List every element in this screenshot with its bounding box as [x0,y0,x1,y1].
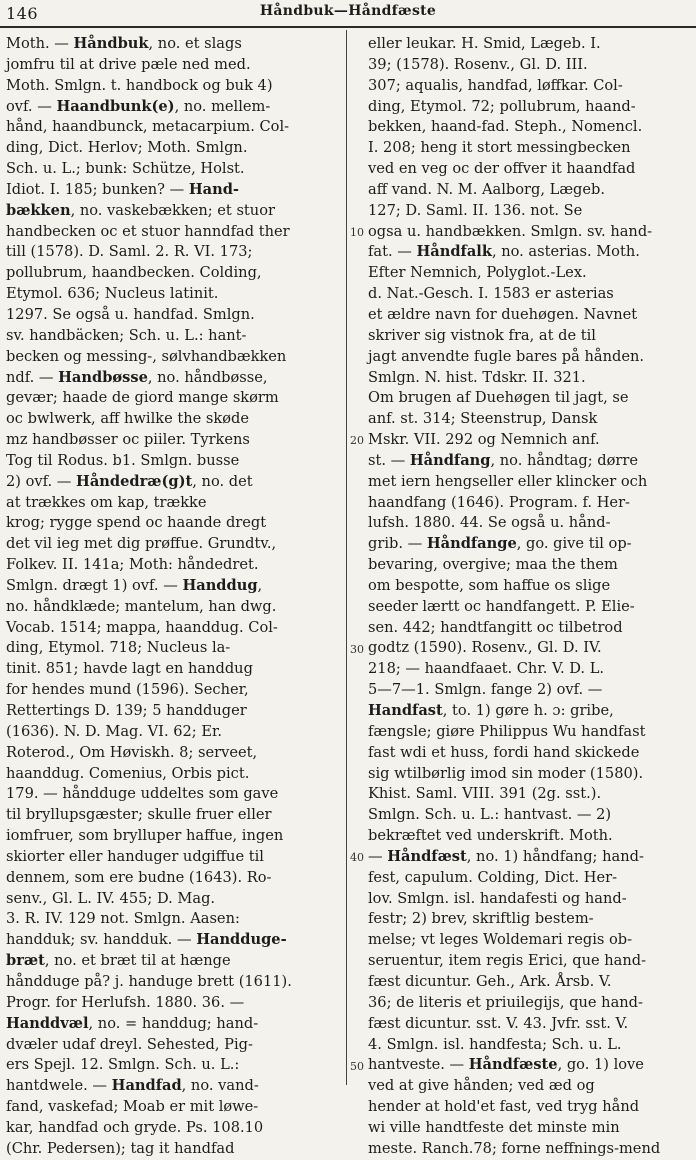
line-number: 40 [350,851,364,865]
header-rule [0,26,696,28]
text-line: ding, Etymol. 72; pollubrum, haand- [368,97,636,115]
text-line: melse; vt leges Woldemari regis ob- [368,931,633,949]
text-line: sen. 442; handtfangitt oc tilbetrod [368,618,623,636]
headword: Håndfange [426,535,517,553]
running-head: Håndbuk—Håndfæste [259,3,437,19]
headword: Handdug [182,576,258,594]
right-column [368,34,694,1157]
text-line: et ældre navn for duehøgen. Navnet [368,305,638,323]
text-line: ogsa u. handbækken. Smlgn. sv. hand- [368,222,653,240]
headword: bræt [6,952,45,970]
text-line: skriver sig vistnok fra, at de til [368,326,596,344]
text-line: Smlgn. drægt 1) ovf. — Handdug, [6,576,263,594]
text-line: hantveste. — Håndfæste, go. 1) love [368,1056,644,1074]
text-line: Progr. for Herlufsh. 1880. 36. — [6,993,245,1011]
text-line: Handfast, to. 1) gøre h. ɔ: gribe, [368,702,614,719]
text-line: 218; — haandfaaet. Chr. V. D. L. [368,660,605,678]
text-line: ved at give hånden; ved æd og [368,1077,595,1095]
text-line: krog; rygge spend oc haande dregt [6,514,267,532]
headword: Hand- [188,180,239,198]
text-line: fæst dicuntur. Geh., Ark. Årsb. V. [368,972,612,990]
text-line: senv., Gl. L. IV. 455; D. Mag. [6,889,216,907]
text-line: bræt, no. et bræt til at hænge [6,952,231,970]
text-line: eller leukar. H. Smid, Lægeb. I. [368,35,601,52]
text-line: iomfruer, som brylluper haffue, ingen [6,827,284,845]
text-line: Smlgn. Sch. u. L.: hantvast. — 2) [368,806,612,824]
text-line: fand, vaskefad; Moab er mit løwe- [6,1098,259,1116]
text-line: jomfru til at drive pæle ned med. [6,55,251,73]
text-line: till (1578). D. Saml. 2. R. VI. 173; [6,243,253,261]
text-line: 1297. Se også u. handfad. Smlgn. [6,305,255,323]
text-line: ndf. — Handbøsse, no. håndbøsse, [6,368,268,386]
text-line: sig wtilbørlig imod sin moder (1580). [368,764,644,782]
text-line: ding, Dict. Herlov; Moth. Smlgn. [6,139,248,157]
text-line: no. håndklæde; mantelum, han dwg. [6,597,277,615]
line-number: 30 [350,642,364,656]
text-line: 127; D. Saml. II. 136. not. Se [368,201,583,219]
text-line: (Chr. Pedersen); tag it handfad [6,1139,235,1157]
text-line: Om brugen af Duehøgen til jagt, se [368,389,629,407]
text-line: aff vand. N. M. Aalborg, Lægeb. [368,180,606,198]
text-line: Tog til Rodus. b1. Smlgn. busse [6,451,240,469]
line-number: 10 [350,225,364,239]
line-number: 50 [350,1059,364,1073]
line-number: 20 [350,434,364,448]
text-line: fæst dicuntur. sst. V. 43. Jvfr. sst. V. [368,1014,629,1032]
text-line: godtz (1590). Rosenv., Gl. D. IV. [368,639,602,657]
text-line: gevær; haade de giord mange skørm [6,389,279,407]
text-line: Khist. Saml. VIII. 391 (2g. sst.). [368,785,602,803]
text-line: seruentur, item regis Erici, que hand- [368,952,647,970]
text-line: d. Nat.-Gesch. I. 1583 er asterias [368,285,614,303]
headword: Håndfæste [468,1056,558,1074]
text-line: om bespotte, som haffue os slige [368,576,611,594]
text-line: haanddug. Comenius, Orbis pict. [6,764,250,782]
text-line: wi ville handtfeste det minste min [368,1118,620,1136]
text-line: Smlgn. N. hist. Tdskr. II. 321. [368,368,586,386]
text-line: meste. Ranch.78; forne neffnings-mend [368,1139,661,1157]
text-line: Rettertings D. 139; 5 handduger [6,702,247,719]
text-line: Sch. u. L.; bunk: Schütze, Holst. [6,160,245,178]
text-line: mz handbøsser oc piiler. Tyrkens [6,431,250,449]
text-line: I. 208; heng it stort messingbecken [368,139,631,157]
text-line: hender at hold'et fast, ved tryg hånd [368,1098,640,1116]
text-line: bækken, no. vaskebækken; et stuor [6,201,275,219]
text-line: festr; 2) brev, skriftlig bestem- [368,910,594,928]
text-line: 3. R. IV. 129 not. Smlgn. Aasen: [6,910,240,928]
text-line: til bryllupsgæster; skulle fruer eller [6,806,272,824]
text-line: dennem, som ere budne (1643). Ro- [6,868,272,886]
text-line: 2) ovf. — Håndedræ(g)t, no. det [6,472,253,490]
left-column [6,34,336,1157]
headword: Håndfang [409,451,491,469]
text-line: seeder lærtt oc handfangett. P. Elie- [368,597,635,615]
headword: Handduge- [196,931,287,949]
text-line: det vil ieg met dig prøffue. Grundtv., [6,535,277,553]
page-number: 146 [6,4,39,23]
text-line: kar, handfad och gryde. Ps. 108.10 [6,1118,264,1136]
text-line: 307; aqualis, handfad, løffkar. Col- [368,76,623,94]
text-line: ovf. — Haandbunk(e), no. mellem- [6,97,271,115]
text-line: sv. handbäcken; Sch. u. L.: hant- [6,326,247,344]
text-line: Roterod., Om Høviskh. 8; serveet, [6,743,258,761]
text-line: 36; de literis et priuilegijs, que hand- [368,993,643,1011]
text-line: for hendes mund (1596). Secher, [6,681,249,699]
headword: Handdvæl [6,1014,89,1032]
text-line: dvæler udaf dreyl. Sehested, Pig- [6,1035,253,1053]
text-line: haandfang (1646). Program. f. Her- [368,493,630,511]
headword: Haandbunk(e) [56,97,175,115]
text-line: fast wdi et huss, fordi hand skickede [368,743,640,761]
text-line: skiorter eller handuger udgiffue til [6,847,264,865]
text-line: met iern hengseller eller klincker och [368,472,648,490]
text-line: oc bwlwerk, aff hwilke the skøde [6,410,250,428]
text-line: Vocab. 1514; mappa, haanddug. Col- [6,618,278,636]
text-line: 4. Smlgn. isl. handfesta; Sch. u. L. [368,1035,622,1053]
text-line: hantdwele. — Handfad, no. vand- [6,1077,259,1095]
text-line: jagt anvendte fugle bares på hånden. [368,347,644,365]
headword: Håndbuk [73,35,149,52]
text-line: (1636). N. D. Mag. VI. 62; Er. [6,722,223,740]
text-line: Idiot. I. 185; bunken? — Hand- [6,180,239,198]
text-line: bevaring, overgive; maa the them [368,556,618,574]
text-line: ding, Etymol. 718; Nucleus la- [6,639,231,657]
text-line: Folkev. II. 141a; Moth: håndedret. [6,556,259,574]
text-line: Efter Nemnich, Polyglot.-Lex. [368,264,587,282]
text-line: Etymol. 636; Nucleus latinit. [6,285,219,303]
text-line: at trækkes om kap, trække [6,493,207,511]
text-line: bekræftet ved underskrift. Moth. [368,827,613,845]
text-line: hånd, haandbunck, metacarpium. Col- [6,118,290,136]
text-line: ved en veg oc der offver it haandfad [368,160,636,178]
headword: Handfad [111,1077,182,1095]
headword: Handfast [368,702,443,719]
text-line: lov. Smlgn. isl. handafesti og hand- [368,889,627,907]
text-line: grib. — Håndfange, go. give til op- [368,535,632,553]
text-line: 5—7—1. Smlgn. fange 2) ovf. — [368,681,603,699]
text-line: Moth. — Håndbuk, no. et slags [6,35,242,52]
text-line: fest, capulum. Colding, Dict. Her- [368,868,618,886]
text-line: 39; (1578). Rosenv., Gl. D. III. [368,55,588,73]
text-line: Mskr. VII. 292 og Nemnich anf. [368,431,600,449]
column-divider [346,30,347,1085]
text-line: handbecken oc et stuor hanndfad ther [6,222,290,240]
text-line: hånddugе på? j. handuge brett (1611). [6,972,292,990]
text-line: lufsh. 1880. 44. Se også u. hånd- [368,514,611,532]
text-line: fængsle; giøre Philippus Wu handfast [368,722,646,740]
text-line: — Håndfæst, no. 1) håndfang; hand- [368,847,644,865]
page-header [0,0,696,28]
headword: Håndfæst [387,847,467,865]
text-line: handduk; sv. handduk. — Handduge- [6,931,287,949]
headword: Handbøsse [58,368,148,386]
text-line: Handdvæl, no. = handdug; hand- [6,1014,259,1032]
text-line: becken og messing-, sølvhandbækken [6,347,287,365]
text-line: 179. — hånddugе uddeltes som gave [6,785,279,803]
text-line: fat. — Håndfalk, no. asterias. Moth. [368,243,640,261]
text-line: Moth. Smlgn. t. handbock og buk 4) [6,76,273,94]
text-line: tinit. 851; havde lagt en handdug [6,660,253,678]
headword: Håndfalk [416,243,492,261]
text-line: pollubrum, haandbecken. Colding, [6,264,262,282]
headword: Håndedræ(g)t [76,472,193,490]
text-line: anf. st. 314; Steenstrup, Dansk [368,410,598,428]
text-line: bekken, haand-fad. Steph., Nomencl. [368,118,643,136]
headword: bækken [6,201,71,219]
text-line: st. — Håndfang, no. håndtag; dørre [368,451,638,469]
text-line: ers Spejl. 12. Smlgn. Sch. u. L.: [6,1056,240,1074]
